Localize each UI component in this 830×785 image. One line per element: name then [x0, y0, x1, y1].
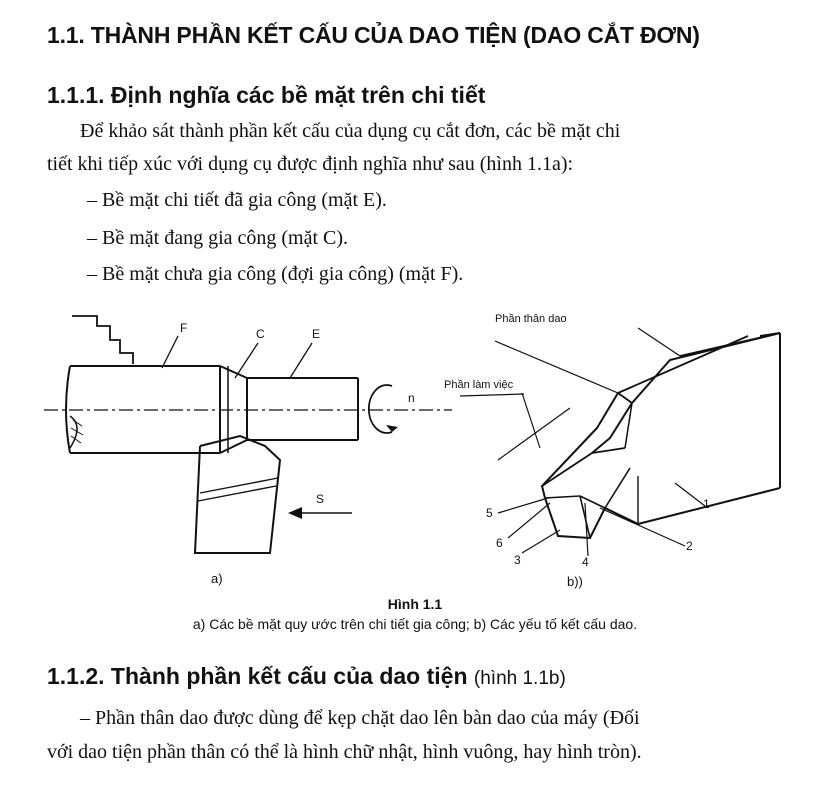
- label-work: Phần làm việc: [444, 379, 514, 391]
- label-b: b)): [567, 574, 583, 589]
- label-a: a): [211, 571, 223, 586]
- bullet-item: – Bề mặt chi tiết đã gia công (mặt E).: [87, 189, 387, 211]
- label-4: 4: [582, 555, 589, 569]
- label-E: E: [312, 327, 321, 341]
- bullet-item: – Bề mặt chưa gia công (đợi gia công) (mặt F).: [87, 263, 464, 285]
- intro-line-2: tiết khi tiếp xúc với dụng cụ được định nghĩa như sau (hình 1.1a):: [47, 153, 574, 175]
- section-2-line-1: – Phần thân dao được dùng để kẹp chặt dao lên bàn dao của máy (Đối: [80, 707, 640, 729]
- label-C: C: [256, 327, 265, 341]
- section-2-title-text: 1.1.2. Thành phần kết cấu của dao tiện: [47, 663, 468, 689]
- figure-caption-title: Hình 1.1: [387, 596, 443, 612]
- section-2-title: [47, 663, 566, 690]
- label-S: S: [316, 492, 325, 506]
- figure-1-1: [40, 298, 800, 598]
- label-1: 1: [703, 497, 710, 511]
- section-2-line-2: với dao tiện phần thân có thể là hình chữ nhật, hình vuông, hay hình tròn).: [47, 741, 642, 763]
- label-5: 5: [486, 506, 493, 520]
- section-2-title-ref: (hình 1.1b): [473, 668, 566, 689]
- bullet-item: – Bề mặt đang gia công (mặt C).: [87, 227, 349, 249]
- figure-caption-text: a) Các bề mặt quy ước trên chi tiết gia công; b) Các yếu tố kết cấu dao.: [192, 616, 638, 632]
- intro-line-1: Để khảo sát thành phần kết cấu của dụng cụ cắt đơn, các bề mặt chi: [80, 120, 621, 142]
- label-F: F: [180, 321, 188, 335]
- main-heading: 1.1. THÀNH PHẦN KẾT CẤU CỦA DAO TIỆN (DAO CẮT ĐƠN): [47, 22, 700, 48]
- label-body: Phần thân dao: [495, 313, 567, 325]
- figure-drawing: [40, 298, 800, 598]
- section-1-title: 1.1.1. Định nghĩa các bề mặt trên chi tiết: [47, 82, 486, 108]
- label-n: n: [408, 391, 415, 405]
- label-3: 3: [514, 553, 521, 567]
- label-6: 6: [496, 536, 503, 550]
- label-2: 2: [686, 539, 693, 553]
